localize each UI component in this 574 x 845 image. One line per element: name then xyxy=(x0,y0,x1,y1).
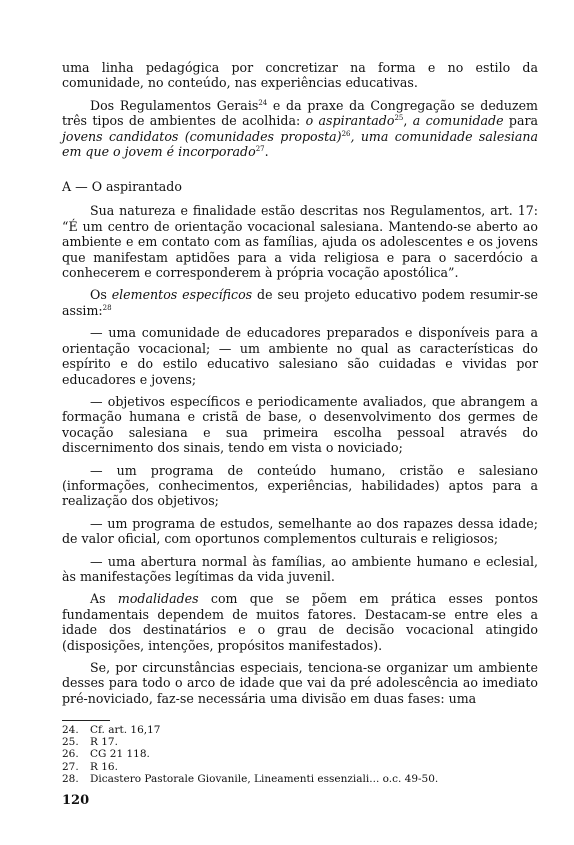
list-item-abertura: — uma abertura normal às famílias, ao ambiente humano e eclesial, às manifestações legítimas da vida juvenil. xyxy=(62,553,538,584)
paragraph-regulamentos: Dos Regulamentos Gerais$^{24}$ e da praxe da Congregação se deduzem três tipos de ambientes de acolhida: o aspirantado$^{25}$, a comunidade para jovens candidatos (comunidades proposta)$^{26}$, uma comunidade salesiana em que o jovem é incorporado$^{27}$. xyxy=(62,97,538,160)
list-item-programa-estudos: — um programa de estudos, semelhante ao dos rapazes dessa idade; de valor oficial, com oportunos complementos culturais e religiosos; xyxy=(62,515,538,547)
footnote-ref-28[interactable]: 28 xyxy=(102,303,112,312)
footnotes xyxy=(62,724,538,785)
list-item-comunidade: — uma comunidade de educadores preparados e disponíveis para a orientação vocacional; — um ambiente no qual as características do espírito e do estilo educativo salesiano são cuidadas e vividas por educadores e jovens; xyxy=(62,325,538,387)
footnote: 28. Dicastero Pastorale Giovanile, Lineamenti essenziali... o.c. 49-50. xyxy=(62,772,439,785)
list-item-objetivos: — objetivos específicos e periodicamente avaliados, que abrangem a formação humana e cristã de base, o desenvolvimento dos germes de vocação salesiana e sua primeira escolha pessoal através do discernimento dos sinais, tendo em vista o noviciado; xyxy=(62,393,538,456)
paragraph-circunstancias: Se, por circunstâncias especiais, tenciona-se organizar um ambiente desses para todo o arco de idade que vai da pré adolescência ao imediato pré-noviciado, faz-se necessária uma divisão em duas fases: uma xyxy=(62,660,538,706)
section-heading: A — O aspirantado xyxy=(62,179,182,195)
footnote-ref-24[interactable]: 24 xyxy=(258,98,268,107)
footnote-ref-26[interactable]: 26 xyxy=(341,129,351,138)
paragraph-continuation: uma linha pedagógica por concretizar na forma e no estilo da comunidade, no conteúdo, nas experiências educativas. xyxy=(62,60,538,91)
footnote: 25. R 17. xyxy=(62,736,118,749)
page-body xyxy=(62,60,538,713)
paragraph-modalidades: As modalidades com que se põem em prática esses pontos fundamentais dependem de muitos fatores. Destacam-se entre eles a idade dos destinatários e o grau de decisão vocacional atingido (disposições, intenções, propósitos manifestados). xyxy=(62,591,538,653)
footnote-divider xyxy=(62,720,110,721)
footnote: 24. Cf. art. 16,17 xyxy=(62,724,161,736)
footnote: 26. CG 21 118. xyxy=(62,748,150,761)
page-number: 120 xyxy=(62,793,90,808)
paragraph-elementos: Os elementos específicos de seu projeto educativo podem resumir-se assim:$^{28}$ xyxy=(62,287,538,318)
list-item-programa-conteudo: — um programa de conteúdo humano, cristão e salesiano (informações, conhecimentos, experiências, habilidades) aptos para a realização dos objetivos; xyxy=(62,462,538,509)
footnote: 27. R 16. xyxy=(62,760,118,773)
footnote-ref-27[interactable]: 27 xyxy=(255,144,265,153)
footnote-ref-25[interactable]: 25 xyxy=(394,114,404,123)
paragraph-natureza: Sua natureza e finalidade estão descritas nos Regulamentos, art. 17: “É um centro de orientação vocacional salesiana. Mantendo-se aberto ao ambiente e em contato com as famílias, ajuda os adolescentes e os jovens que manifestam aptidões para a vida religiosa e para o sacerdócio a conhecerem e corresponderem à própria vocação apostólica”. xyxy=(62,203,538,281)
